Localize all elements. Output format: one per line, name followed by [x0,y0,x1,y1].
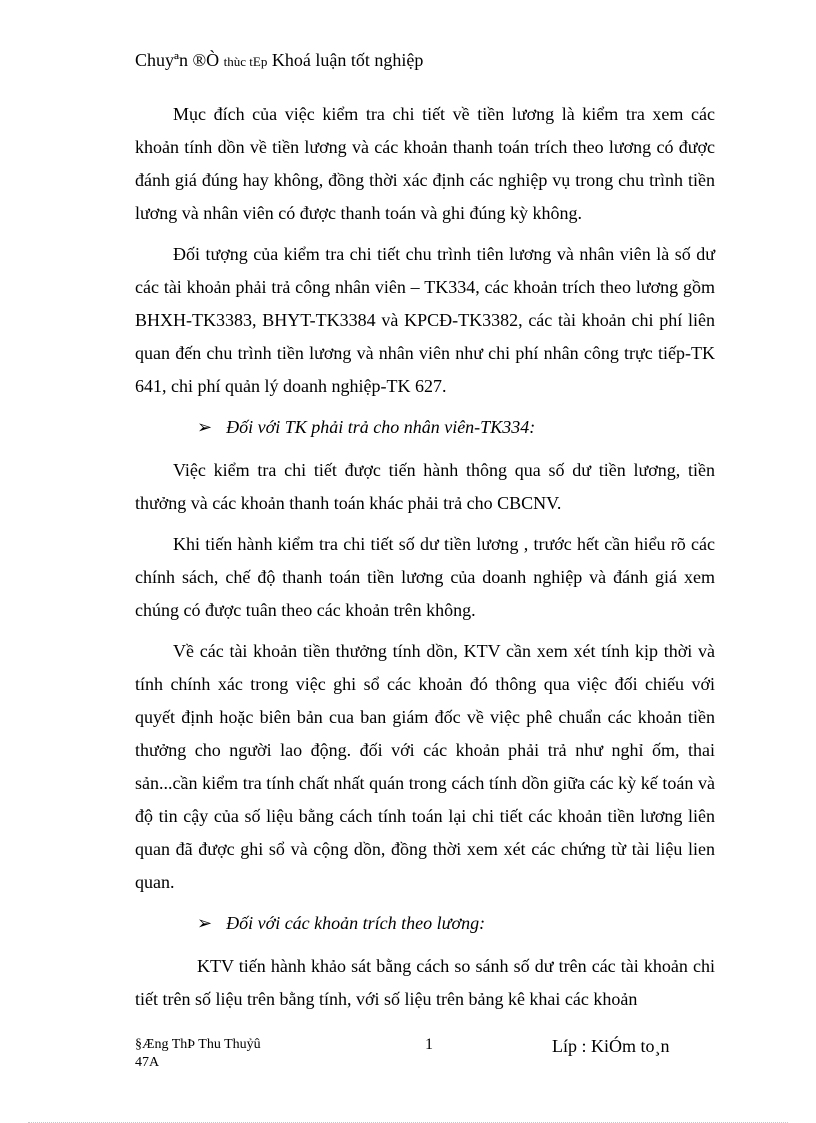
header-garbled-title: Chuyªn ®Ò [135,50,224,70]
bullet-deductions-text: Đối với các khoản trích theo lương: [226,913,486,933]
arrow-bullet-icon: ➢ [197,913,213,933]
paragraph-payroll-check: Việc kiểm tra chi tiết được tiến hành thông qua số dư tiền lương, tiền thưởng và các khoản thanh toán khác phải trả cho CBCNV. [135,460,715,513]
paragraph-purpose: Mục đích của việc kiểm tra chi tiết về tiền lương là kiểm tra xem các khoản tính dồn về tiền lương và các khoản thanh toán trích theo lương có được đánh giá đúng hay không, đồng thời xác định các nghiệp vụ trong chu trình tiền lương và nhân viên có được thanh toán và ghi đúng kỳ không. [135,104,715,223]
header-garbled-subtitle: thùc tEp [223,54,268,69]
page-header [135,50,423,71]
arrow-bullet-icon: ➢ [197,417,213,437]
header-thesis-label: Khoá luận tốt nghiệp [267,50,424,70]
paragraph-ktv-survey: KTV tiến hành khảo sát bằng cách so sánh số dư trên các tài khoản chi tiết trên số liệu trên bằng tính, với số liệu trên bảng kê khai các khoản [135,956,715,1009]
bullet-deductions [135,907,715,940]
bullet-tk334 [135,411,715,444]
bullet-tk334-text: Đối với TK phải trả cho nhân viên-TK334: [226,417,536,437]
footer-author: §Æng ThÞ Thu Thuỷû [135,1037,261,1052]
footer-class-label: Líp : KiÓm to¸n [552,1036,670,1056]
footer-class-code: 47A [135,1055,160,1070]
page-number: 1 [425,1036,433,1053]
paragraph-objects: Đối tượng của kiểm tra chi tiết chu trình tiên lương và nhân viên là số dư các tài khoản phải trả công nhân viên – TK334, các khoản trích theo lương gồm BHXH-TK3383, BHYT-TK3384 và KPCĐ-TK3382, các tài khoản chi phí liên quan đến chu trình tiền lương và nhân viên như chi phí nhân công trực tiếp-TK 641, chi phí quản lý doanh nghiệp-TK 627. [135,244,715,396]
paragraph-policy: Khi tiến hành kiểm tra chi tiết số dư tiền lương , trước hết cần hiểu rõ các chính sách, chế độ thanh toán tiền lương của doanh nghiệp và đánh giá xem chúng có được tuân theo các khoản trên không. [135,534,715,620]
paragraph-bonus: Về các tài khoản tiền thưởng tính dồn, KTV cần xem xét tính kịp thời và tính chính xác trong việc ghi sổ các khoản đó thông qua việc đối chiếu với quyết định hoặc biên bản cua ban giám đốc về việc phê chuẩn các khoản tiền thưởng cho người lao động. đối với các khoản phải trả như nghỉ ốm, thai sản...cần kiểm tra tính chất nhất quán trong cách tính dồn giữa các kỳ kế toán và độ tin cậy của số liệu bằng cách tính toán lại chi tiết các khoản tiền lương liên quan đã được ghi sổ và cộng dồn, đồng thời xem xét các chứng từ tài liệu lien quan. [135,641,715,892]
document-body [135,98,715,1024]
footer-author-block [135,1036,261,1072]
